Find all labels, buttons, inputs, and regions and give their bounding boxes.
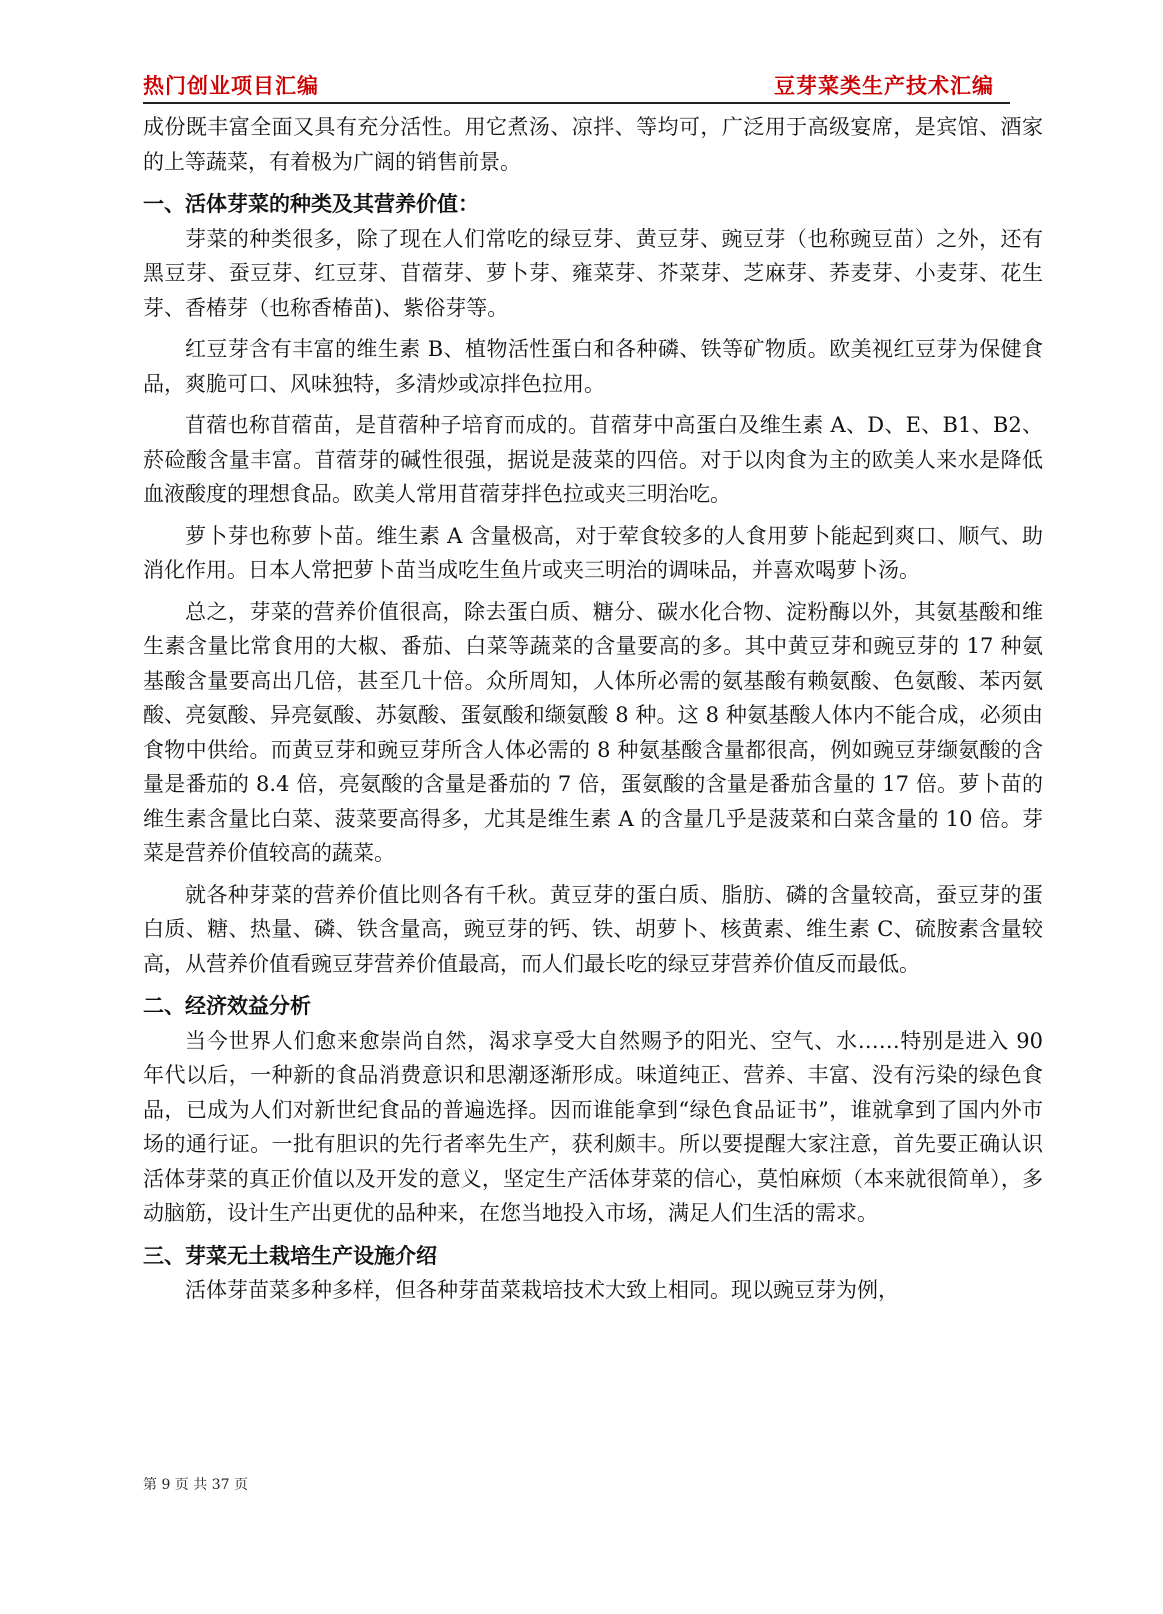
- paragraph-nutrition-comparison: 就各种芽菜的营养价值比则各有千秋。黄豆芽的蛋白质、脂肪、磷的含量较高，蚕豆芽的蛋白质、糖、热量、磷、铁含量高，豌豆芽的钙、铁、胡萝卜、核黄素、维生素 C、硫胺素含量较高，从营养价值看豌豆芽营养价值最高，而人们最长吃的绿豆芽营养价值反而最低。: [143, 882, 1043, 976]
- paragraph-alfalfa-sprout: 苜蓿也称苜蓿苗，是苜蓿种子培育而成的。苜蓿芽中高蛋白及维生素 A、D、E、B1、B2、菸硷酸含量丰富。苜蓿芽的碱性很强，据说是菠菜的四倍。对于以肉食为主的欧美人来水是降低血液酸度的理想食品。欧美人常用苜蓿芽拌色拉或夹三明治吃。: [143, 413, 1043, 506]
- page-footer: 第 9 页 共 37 页: [143, 1477, 248, 1493]
- paragraph-radish-sprout: 萝卜芽也称萝卜苗。维生素 A 含量极高，对于荤食较多的人食用萝卜能起到爽口、顺气、助消化作用。日本人常把萝卜苗当成吃生鱼片或夹三明治的调味品，并喜欢喝萝卜汤。: [143, 523, 1043, 582]
- section-heading-2: 二、经济效益分析: [143, 994, 311, 1018]
- header-left-title: 热门创业项目汇编: [143, 74, 319, 98]
- paragraph-nutrition-summary: 总之，芽菜的营养价值很高，除去蛋白质、糖分、碳水化合物、淀粉酶以外，其氨基酸和维生素含量比常食用的大椒、番茄、白菜等蔬菜的含量要高的多。其中黄豆芽和豌豆芽的 17 种氨基酸含量要高出几倍，甚至几十倍。众所周知，人体所必需的氨基酸有赖氨酸、色氨酸、苯丙氨酸、亮氨酸、异亮氨酸、苏氨酸、蛋氨酸和缬氨酸 8 种。这 8 种氨基酸人体内不能合成，必须由食物中供给。而黄豆芽和豌豆芽所含人体必需的 8 种氨基酸含量都很高，例如豌豆芽缬氨酸的含量是番茄的 8.4 倍，亮氨酸的含量是番茄的 7 倍，蛋氨酸的含量是番茄含量的 17 倍。萝卜苗的维生素含量比白菜、菠菜要高得多，尤其是维生素 A 的含量几乎是菠菜和白菜含量的 10 倍。芽菜是营养价值较高的蔬菜。: [143, 599, 1043, 865]
- header-right-title: 豆芽菜类生产技术汇编: [774, 74, 994, 98]
- paragraph-red-bean-sprout: 红豆芽含有丰富的维生素 B、植物活性蛋白和各种磷、铁等矿物质。欧美视红豆芽为保健食品，爽脆可口、风味独特，多清炒或凉拌色拉用。: [143, 337, 1043, 396]
- paragraph-facility-intro: 活体芽苗菜多种多样，但各种芽苗菜栽培技术大致上相同。现以豌豆芽为例，: [185, 1278, 899, 1302]
- section-heading-3: 三、芽菜无土栽培生产设施介绍: [143, 1243, 437, 1268]
- page-header: [143, 70, 1010, 104]
- document-body: [143, 110, 1043, 1308]
- paragraph-economic-analysis: 当今世界人们愈来愈崇尚自然，渴求享受大自然赐予的阳光、空气、水……特别是进入 90 年代以后，一种新的食品消费意识和思潮逐渐形成。味道纯正、营养、丰富、没有污染的绿色食品，已成为人们对新世纪食品的普遍选择。因而谁能拿到“绿色食品证书”，谁就拿到了国内外市场的通行证。一批有胆识的先行者率先生产，获利颇丰。所以要提醒大家注意，首先要正确认识活体芽菜的真正价值以及开发的意义，坚定生产活体芽菜的信心，莫怕麻烦（本来就很简单），多动脑筋，设计生产出更优的品种来，在您当地投入市场，满足人们生活的需求。: [143, 1028, 1043, 1225]
- section-heading-1: 一、活体芽菜的种类及其营养价值：: [143, 192, 479, 216]
- paragraph-sprout-types: 芽菜的种类很多，除了现在人们常吃的绿豆芽、黄豆芽、豌豆芽（也称豌豆苗）之外，还有黑豆芽、蚕豆芽、红豆芽、苜蓿芽、萝卜芽、雍菜芽、芥菜芽、芝麻芽、荞麦芽、小麦芽、花生芽、香椿芽（也称香椿苗)、紫俗芽等。: [143, 226, 1043, 320]
- paragraph-intro-continuation: 成份既丰富全面又具有充分活性。用它煮汤、凉拌、等均可，广泛用于高级宴席，是宾馆、酒家的上等蔬菜，有着极为广阔的销售前景。: [143, 115, 1043, 174]
